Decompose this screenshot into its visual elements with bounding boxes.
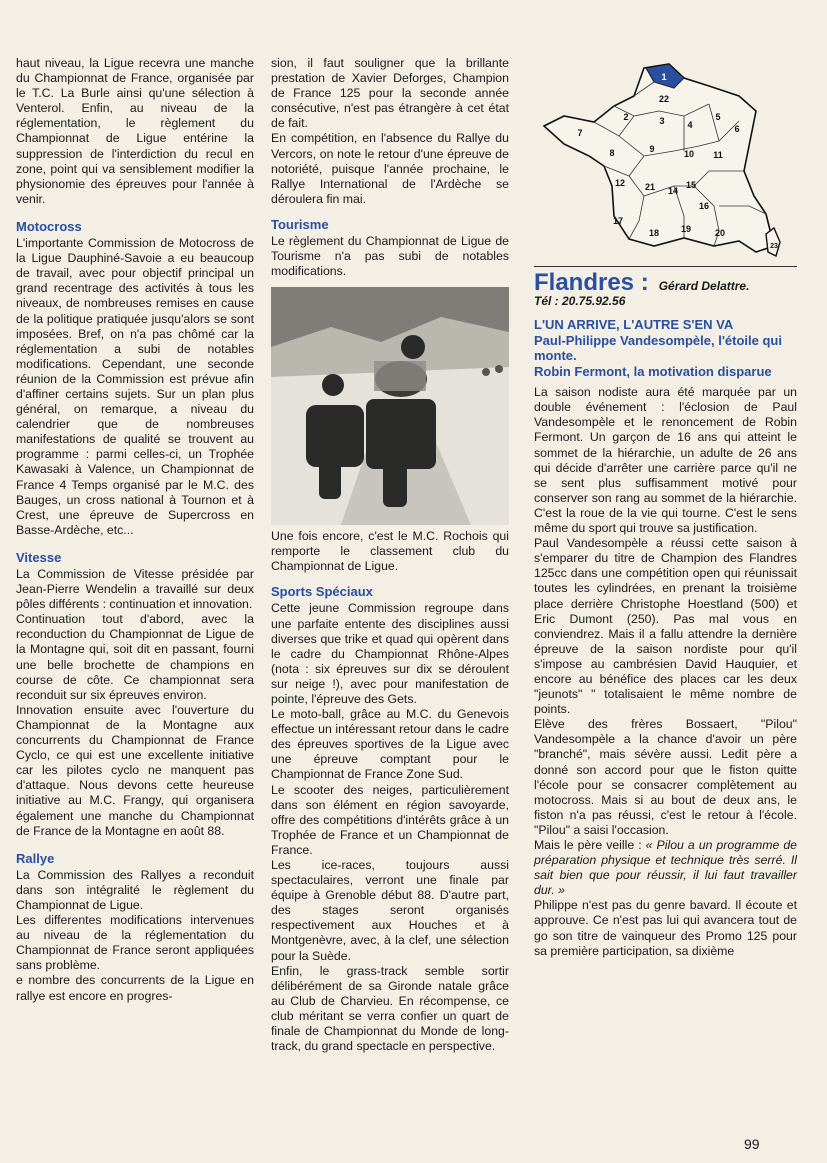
rallye-p1: La Commission des Rallyes a reconduit dans son intégralité le règlement du Championnat de Ligue. — [16, 867, 254, 912]
sports-p3: Le scooter des neiges, particulièrement dans son élément en région savoyarde, offre des compétitions d'intérêts grâce à un Trophée de France et un Championnat de France. — [271, 782, 509, 857]
sports-speciaux-heading: Sports Spéciaux — [271, 584, 373, 600]
flandres-p2: Paul Vandesompèle a réussi cette saison à s'emparer du titre de Champion des Flandres 125cc dans une compétition open qui réunissait toutes les cylindrées, en prenant la troisième place derrière Christophe Hoestland (500) et Eric Dumont (250). Pas mal vous en conviendrez. Mais il a fallu attendre la dernière épreuve de la saison nordiste pour qu'il s'impose au cambrésien David Hauquier, et encore au bénéfice des places car les deux "jeunots" " totalisaient le même nombre de points. — [534, 536, 797, 717]
motocross-text: L'importante Commission de Motocross de la Ligue Dauphiné-Savoie a eu beaucoup de travail, avec pour objectif principal un grand recentrage des activités à tous les niveaux, de nombreuses remises en cause de la politique pratiquée jusqu'alors se sont imposées. Bref, on n'a pas chômé car la réglementation a subi de notables modifications. Cependant, une seconde réunion de la Commission est prévue afin d'affiner certains sujets. Sur un plan plus général, on remarque, a niveau du calendrier que de nombreuses manifestations de qualité se trouvent au programme : parmi celles-ci, un Trophée Kawasaki à Valence, un Championnat de France 4 Temps organisé par le M.C. des Bauges, un cross national à Tournon et à Crest, une épreuve de Supercross en Basse-Ardèche, etc... — [16, 236, 254, 537]
map-label-14: 14 — [667, 186, 679, 196]
map-label-4: 4 — [687, 120, 693, 130]
article-subheading — [534, 317, 797, 379]
region-name: Flandres : — [534, 269, 649, 296]
sports-p2: Le moto-ball, grâce au M.C. du Genevois effectue un intéressant retour dans le cadre des épreuves sportives de la Ligue avec une épreuve comptant pour le Championnat de France Zone Sud. — [271, 707, 509, 782]
map-label-19: 19 — [680, 224, 692, 234]
region-header — [534, 269, 797, 296]
map-label-3: 3 — [659, 116, 665, 126]
map-label-2: 2 — [623, 112, 629, 122]
map-label-20: 20 — [714, 228, 726, 238]
rallye-p3: e nombre des concurrents de la Ligue en rallye est encore en progres- — [16, 973, 254, 1003]
region-correspondent: Gérard Delattre. — [658, 279, 750, 293]
france-map-svg — [534, 56, 797, 266]
map-label-8: 8 — [609, 148, 615, 158]
map-label-10: 10 — [683, 149, 695, 159]
column-3 — [534, 56, 797, 959]
map-label-16: 16 — [698, 201, 710, 211]
map-label-23: 23 — [770, 243, 778, 250]
subheading-line-3: Robin Fermont, la motivation disparue — [534, 363, 772, 379]
map-label-15: 15 — [685, 180, 697, 190]
map-label-18: 18 — [648, 228, 660, 238]
vitesse-p1: La Commission de Vitesse présidée par Jean-Pierre Wendelin a travaillé sur deux pôles différents : continuation et innovation. — [16, 567, 254, 612]
flandres-p1: La saison nodiste aura été marquée par un double événement : l'éclosion de Paul Vandesompèle et le renoncement de Robin Fermont. Un garçon de 16 ans qui atteint le sommet de la hiérarchie, un adulte de 26 ans qui décide d'arrêter une carrière parce qu'il ne se sent plus suffisamment motivé pour conserver son rang au sommet de la hiérarchie. C'est la roue de la vie qui tourne. C'est le sens même du sport qui trouve sa justification. — [534, 385, 797, 536]
column-2 — [271, 56, 509, 1054]
map-label-22: 22 — [658, 94, 670, 104]
map-label-21: 21 — [644, 182, 656, 192]
map-label-12: 12 — [614, 178, 626, 188]
region-phone: Tél : 20.75.92.56 — [534, 294, 626, 309]
tourisme-heading: Tourisme — [271, 216, 329, 232]
subheading-line-1: L'UN ARRIVE, L'AUTRE S'EN VA — [534, 317, 734, 333]
vitesse-heading: Vitesse — [16, 549, 62, 565]
map-label-5: 5 — [715, 112, 721, 122]
map-label-17: 17 — [612, 216, 624, 226]
sports-p4: Les ice-races, toujours aussi spectaculaires, verront une finale par équipe à Grenoble début 88. D'autre part, des stages seront organisés respectivement aux Houches et à Montgenèvre, avec, à la clef, une sélection pour la Suède. — [271, 858, 509, 963]
sports-p1: Cette jeune Commission regroupe dans une parfaite entente des disciplines aussi diverses que trike et quad qui opèrent dans le cadre du Championnat Rhône-Alpes (nota : six épreuves sur dix se déroulent sur neige !), avec pour manifestation de pointe, l'épreuve des Gets. — [271, 601, 509, 706]
map-label-6: 6 — [734, 124, 740, 134]
flandres-p4-lead: Mais le père veille : — [534, 838, 646, 852]
france-league-map — [534, 56, 797, 267]
vitesse-p3: Innovation ensuite avec l'ouverture du Championnat de la Montagne aux concurrents du Championnat de France Cyclo, ce qui est une excellente initiative car les pilotes cyclo ne manquent pas d'attaque. Nous devons cette heureuse initiative au M.C. Frangy, qui organisera également une manche du Championnat de France de la Montagne en août 88. — [16, 702, 254, 838]
rallye-heading: Rallye — [16, 850, 55, 866]
photo-caption: Une fois encore, c'est le M.C. Rochois qui remporte le classement club du Championnat de Ligue. — [271, 529, 509, 574]
col2-intro: sion, il faut souligner que la brillante prestation de Xavier Deforges, Champion de France 125 pour la seconde année consécutive, n'est pas étrangère à cet état de fait. — [271, 56, 509, 131]
flandres-p4 — [534, 838, 797, 898]
subheading-line-2: Paul-Philippe Vandesompèle, l'étoile qui monte. — [534, 332, 782, 364]
sports-p5: Enfin, le grass-track semble sortir délibérément de sa Gironde natale grâce au Club de Charvieu. En récompense, ce club méritant se verra confier un quart de finale de Championnat du Monde de long-track, du grand spectacle en perspective. — [271, 963, 509, 1054]
sidecar-illustration — [271, 287, 509, 525]
map-label-1: 1 — [661, 72, 667, 82]
vitesse-p2: Continuation tout d'abord, avec la reconduction du Championnat de Ligue de la Montagne qui, soit dit en passant, fourni une belle brochette de champions en course de côte. Ce championnat sera reconduit sur six épreuves environ. — [16, 612, 254, 702]
motocross-heading: Motocross — [16, 218, 82, 234]
col1-intro: haut niveau, la Ligue recevra une manche du Championnat de France, organisée par le T.C. La Burle ainsi qu'une sélection à Venterol. Enfin, au niveau de la réglementation, le règlement du Championnat de Ligue entérine la suppression de l'interdiction du recul en zone, point qui va sensiblement modifier la physionomie des épreuves pour l'année à venir. — [16, 56, 254, 206]
rallye-p2: Les differentes modifications intervenues au niveau de la réglementation du Championnat de France seront appliquées sans problème. — [16, 913, 254, 973]
map-label-11: 11 — [713, 150, 723, 160]
column-1 — [16, 56, 254, 1004]
map-label-9: 9 — [649, 144, 655, 154]
map-label-7: 7 — [577, 128, 583, 138]
sidecar-photo — [271, 287, 509, 525]
flandres-quote: « Pilou a un programme de préparation physique et technique très serré. Il sait bien que pour réussir, il lui faut travailler dur. » — [534, 838, 797, 898]
flandres-p5: Philippe n'est pas du genre bavard. Il écoute et approuve. Ce n'est pas lui qui avancera tout de go son titre de vainqueur des Promo 125 pour sa première participation, sa dixième — [534, 898, 797, 958]
flandres-p3: Elève des frères Bossaert, "Pilou" Vandesompèle a la chance d'avoir un père "branché", mais sévère aussi. Ledit père a donné son accord pour que le fiston quitte l'école pour se consacrer complètement au motocross. Mais si au bout de deux ans, le fiston n'a pas réussi, c'est le retour à l'école. "Pilou" a saisi l'occasion. — [534, 717, 797, 837]
tourisme-text: Le règlement du Championnat de Ligue de Tourisme n'a pas subi de notables modifications. — [271, 234, 509, 279]
page-number: 99 — [744, 1136, 760, 1152]
col2-intro2: En compétition, en l'absence du Rallye du Vercors, on note le retour d'une épreuve de notoriété, puisque l'année prochaine, le Rallye International de l'Ardèche se déroulera fin mai. — [271, 131, 509, 206]
